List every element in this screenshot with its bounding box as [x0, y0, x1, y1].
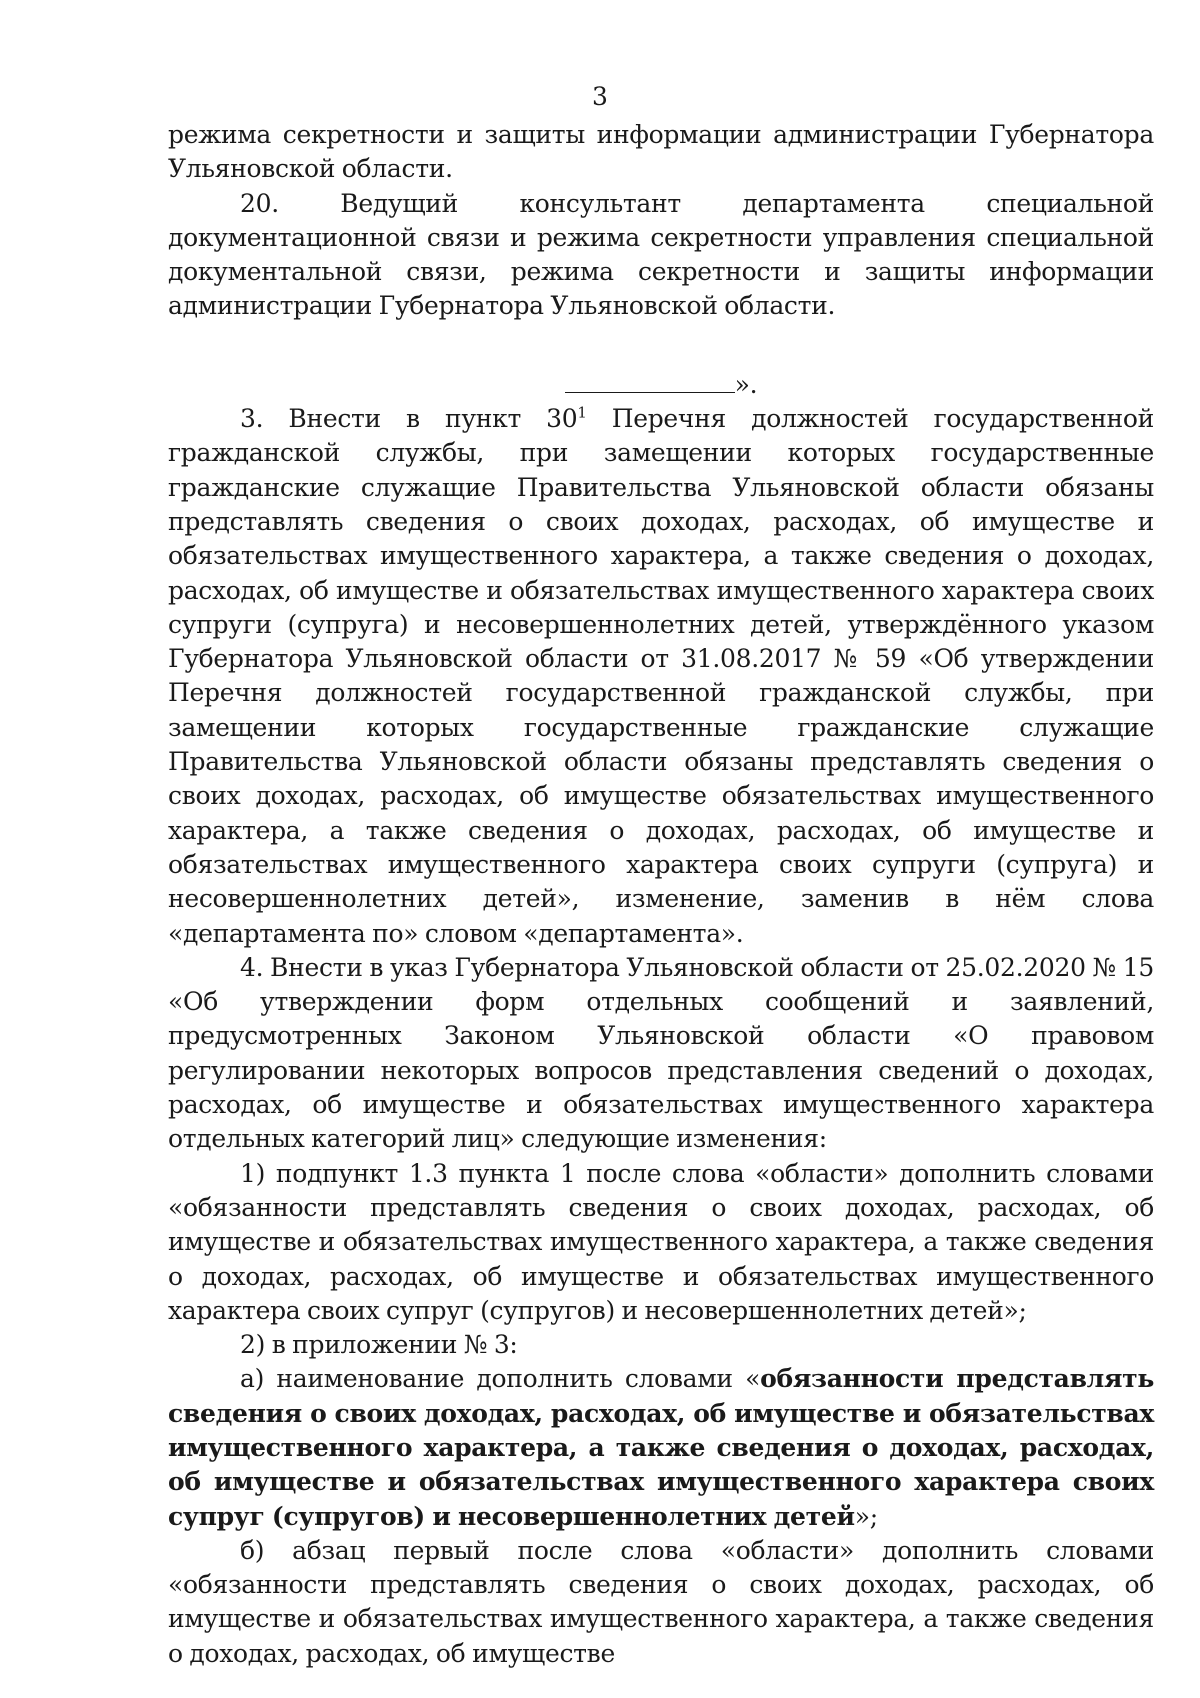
paragraph-continuation: режима секретности и защиты информации администрации Губернатора Ульяновской области.: [168, 120, 1154, 184]
paragraph-3-start: 3. Внести в пункт 30: [240, 404, 578, 434]
item-a-prefix: а) наименование дополнить словами «: [240, 1364, 761, 1394]
paragraph-4: 4. Внести в указ Губернатора Ульяновской области от 25.02.2020 № 15 «Об утверждении форм отдельных сообщений и заявлений, предусмотренных Законом Ульяновской области «О правовом регулировании некоторых вопросов представления сведений о доходах, расходах, об имуществе и обязательствах имущественного характера отдельных категорий лиц» следующие изменения:: [168, 952, 1154, 1154]
spacer: [168, 324, 1154, 368]
item-a-bold-text: обязанности представлять сведения о своих доходах, расходах, об имуществе и обязательствах имущественного характера, а также сведения о доходах, расходах, об имуществе и обязательствах имущественного характера своих супруг (супругов) и несовершеннолетних детей: [168, 1364, 1155, 1531]
paragraph-3-superscript: 1: [577, 403, 587, 422]
item-b: б) абзац первый после слова «области» дополнить словами «обязанности представлять сведения о своих доходах, расходах, об имуществе и обязательствах имущественного характера, а также сведения о доходах, расходах, об имуществе: [168, 1535, 1154, 1668]
item-a-suffix: »;: [854, 1501, 878, 1531]
item-a: [168, 1362, 1154, 1533]
separator-rule: [565, 370, 735, 393]
page-number: 3: [592, 82, 608, 111]
paragraph-20: 20. Ведущий консультант департамента специальной документационной связи и режима секретности управления специальной документальной связи, режима секретности и защиты информации администрации Губернатора Ульяновской области.: [168, 188, 1154, 321]
document-body: [168, 118, 1154, 1671]
item-1: 1) подпункт 1.3 пункта 1 после слова «области» дополнить словами «обязанности представлять сведения о своих доходах, расходах, об имуществе и обязательствах имущественного характера, а также сведения о доходах, расходах, об имуществе и обязательствах имущественного характера своих супруг (супругов) и несовершеннолетних детей»;: [168, 1158, 1154, 1325]
separator-close-quote: ».: [734, 369, 758, 399]
item-2: 2) в приложении № 3:: [240, 1330, 518, 1360]
paragraph-3: [168, 402, 1154, 951]
paragraph-3-rest: Перечня должностей государственной гражданской службы, при замещении которых государственные гражданские служащие Правительства Ульяновской области обязаны представлять сведения о своих доходах, расходах, об имуществе и обязательствах имущественного характера, а также сведения о доходах, расходах, об имуществе и обязательствах имущественного характера своих супруги (супруга) и несовершеннолетних детей, утверждённого указом Губернатора Ульяновской области от 31.08.2017 № 59 «Об утверждении Перечня должностей государственной гражданской службы, при замещении которых государственные гражданские служащие Правительства Ульяновской области обязаны представлять сведения о своих доходах, расходах, об имуществе обязательствах имущественного характера, а также сведения о доходах, расходах, об имуществе и обязательствах имущественного характера своих супруги (супруга) и несовершеннолетних детей», изменение, заменив в нём слова «департамента по» словом «департамента».: [168, 404, 1154, 948]
separator: [168, 368, 1154, 402]
